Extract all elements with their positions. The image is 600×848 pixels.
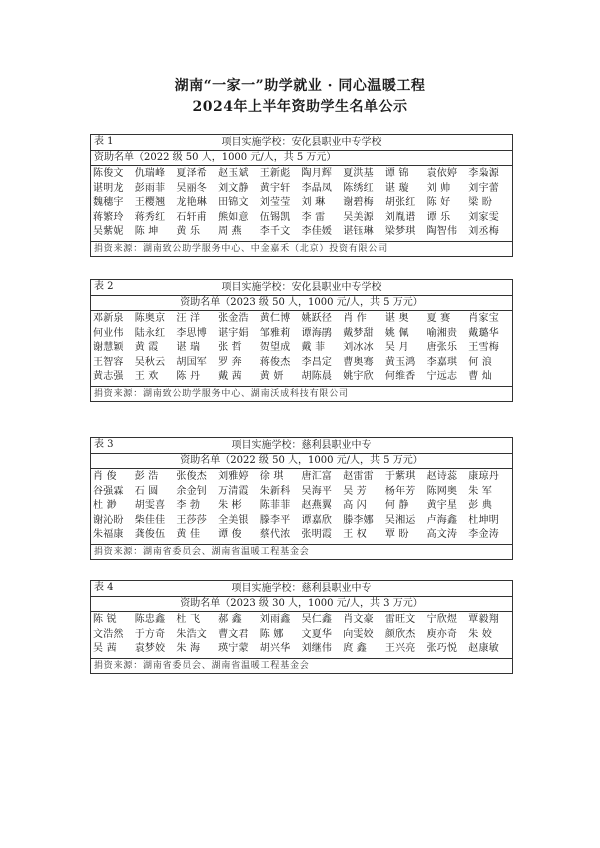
names-grid [93,312,510,385]
student-name: 谭 乐 [426,211,451,223]
student-name: 杜 渺 [93,500,117,512]
names-cell [91,469,513,545]
student-name: 吴秋云 [134,356,166,368]
student-name: 肖文豪 [343,614,374,625]
student-name: 陈 好 [426,197,451,209]
student-name: 夏 赛 [426,313,451,324]
student-name: 朱福康 [93,529,124,541]
student-name: 陈 丹 [176,371,201,383]
student-name: 赵康敏 [468,643,499,655]
student-name: 刘丞梅 [468,226,499,238]
student-name: 仇瑞峰 [134,168,166,179]
student-name: 何业伟 [93,327,124,339]
student-name: 吴紫妮 [93,226,124,238]
student-name: 罗 奔 [218,356,242,368]
student-name: 余金钊 [176,485,207,497]
funding-source: 捐资来源：湖南省委员会、湖南省温暖工程基金会 [91,658,513,673]
student-name: 朱 彬 [218,500,242,512]
table-label: 表 1 [94,136,114,147]
student-name: 黄宇轩 [259,182,291,194]
student-name: 夏泽希 [176,168,207,179]
student-name: 陶智伟 [426,226,458,238]
student-name: 赵燕翼 [301,500,333,512]
student-name: 李晶凤 [301,182,333,194]
funding-table-4 [90,580,513,674]
funding-summary: 资助名单（2023 级 30 人，1000 元/人，共 3 万元） [91,597,513,612]
student-name: 滕李平 [259,514,291,526]
student-name: 朱 军 [468,485,493,497]
student-name: 杜 飞 [176,614,201,625]
student-name: 李枭源 [468,168,499,179]
student-name: 李 勃 [176,500,201,512]
student-name: 庹 鑫 [343,643,367,655]
student-name: 李嘉琪 [426,356,458,368]
student-name: 陈俊文 [93,168,124,179]
student-name: 朱浩文 [176,628,207,640]
student-name: 于方奇 [134,628,166,640]
student-name: 杜坤明 [468,514,499,526]
student-name: 曹文君 [218,628,249,640]
student-name: 蒋繁玲 [93,211,124,223]
student-name: 田锦文 [218,197,249,209]
student-name: 谌钰琳 [343,226,374,238]
student-name: 朱 海 [176,643,201,655]
student-name: 刘继伟 [301,643,333,655]
student-name: 谢碧梅 [343,197,374,209]
student-name: 戴璐华 [468,327,499,339]
table-header [91,438,513,454]
student-name: 黄 霞 [134,342,159,354]
student-name: 石 圆 [134,485,159,497]
student-name: 向雯姣 [343,628,374,640]
student-name: 彭 浩 [134,471,159,482]
names-cell [91,166,513,242]
student-name: 谭 俊 [218,529,242,541]
student-name: 胡陈晨 [301,371,333,383]
student-name: 姚跃径 [301,313,333,324]
document-subtitle: 2024年上半年资助学生名单公示 [192,99,408,115]
student-name: 曹 灿 [468,371,493,383]
student-name: 袁依婷 [426,168,458,179]
student-name: 王雪梅 [468,342,499,354]
student-name: 雷旺文 [384,614,416,625]
student-name: 唐汇富 [301,471,333,482]
student-name: 王 欢 [134,371,159,383]
student-name: 瑛宁蒙 [218,643,249,655]
student-name: 邓新泉 [93,313,124,324]
student-name: 谌 奥 [384,313,409,324]
names-grid [93,167,510,240]
names-cell [91,311,513,387]
student-name: 蒋俊杰 [259,356,291,368]
student-name: 龙艳琳 [176,197,207,209]
student-name: 石轩甫 [176,211,207,223]
student-name: 贺望成 [259,342,291,354]
student-name: 王新彪 [259,168,291,179]
student-name: 谌明龙 [93,182,124,194]
student-name: 蔡代浓 [259,529,291,541]
student-name: 刘 帅 [426,182,451,194]
school-name: 项目实施学校：慈利县职业中专 [231,439,372,451]
student-name: 刘冰冰 [343,342,374,354]
table-header [91,581,513,597]
student-name: 覃 盼 [384,529,409,541]
student-name: 唐张乐 [426,342,458,354]
student-name: 王樱翘 [134,197,166,209]
student-name: 熊如意 [218,211,249,223]
student-name: 赵玉斌 [218,168,249,179]
funding-source: 捐资来源：湖南致公助学服务中心、中金嘉禾（北京）投资有限公司 [91,241,513,256]
student-name: 陈菲菲 [259,500,291,512]
student-name: 陈网奥 [426,485,458,497]
student-name: 肖家宝 [468,313,499,324]
student-name: 戴 茜 [218,371,242,383]
student-name: 杨年芳 [384,485,416,497]
student-name: 谢沁盼 [93,514,124,526]
student-name: 谭海鹃 [301,327,333,339]
student-name: 戴 菲 [301,342,326,354]
student-name: 袁梦姣 [134,643,166,655]
school-name: 项目实施学校：安化县职业中专学校 [221,281,382,293]
student-name: 陈忠鑫 [134,614,166,625]
student-name: 梁梦琪 [384,226,416,238]
student-name: 龚俊伍 [134,529,166,541]
student-name: 谷强霖 [93,485,124,497]
student-name: 陈 娜 [259,628,284,640]
student-name: 李 雷 [301,211,326,223]
student-name: 颜欣杰 [384,628,416,640]
student-name: 黄 乐 [176,226,201,238]
student-name: 汪 洋 [176,313,201,324]
student-name: 李昌定 [301,356,333,368]
table-label: 表 2 [94,281,114,292]
student-name: 陈 坤 [134,226,159,238]
student-name: 吴 茜 [93,643,117,655]
student-name: 赵雷雷 [343,471,374,482]
student-name: 李千文 [259,226,291,238]
student-name: 王 权 [343,529,367,541]
student-name: 李佳媛 [301,226,333,238]
student-name: 谢慧颖 [93,342,124,354]
student-name: 覃毅翔 [468,614,499,625]
student-name: 张金浩 [218,313,249,324]
student-name: 谭嘉欣 [301,514,333,526]
student-name: 伍锡凯 [259,211,291,223]
student-name: 黄志强 [93,371,124,383]
student-name: 肖 俊 [93,471,117,482]
student-name: 文浩然 [93,628,124,640]
funding-summary: 资助名单（2022 级 50 人，1000 元/人，共 5 万元） [91,454,513,469]
student-name: 梁 盼 [468,197,493,209]
funding-summary: 资助名单（2023 级 50 人，1000 元/人，共 5 万元） [91,296,513,311]
student-name: 周 燕 [218,226,242,238]
student-name: 柴佳佳 [134,514,166,526]
student-name: 王兴亮 [384,643,416,655]
student-name: 赵诗蕊 [426,471,458,482]
student-name: 张俊杰 [176,471,207,482]
student-name: 刘宇蕾 [468,182,499,194]
table-label: 表 3 [94,439,114,450]
student-name: 朱 姣 [468,628,493,640]
student-name: 胡雯喜 [134,500,166,512]
student-name: 张 哲 [218,342,242,354]
student-name: 刘 琳 [301,197,326,209]
table-header [91,280,513,296]
student-name: 吴仁鑫 [301,614,333,625]
student-name: 吴 月 [384,342,409,354]
student-name: 万清霞 [218,485,249,497]
student-name: 姚 佩 [384,327,409,339]
student-name: 文夏华 [301,628,333,640]
student-name: 刘家雯 [468,211,499,223]
student-name: 高文涛 [426,529,458,541]
student-name: 宁欣煜 [426,614,458,625]
student-name: 谌宇娟 [218,327,249,339]
student-name: 何维香 [384,371,416,383]
student-name: 彭 典 [468,500,493,512]
student-name: 康琼丹 [468,471,499,482]
student-name: 刘莹莹 [259,197,291,209]
names-grid [93,613,510,657]
funding-source: 捐资来源：湖南致公助学服务中心、湖南沃成科技有限公司 [91,386,513,401]
student-name: 陆永红 [134,327,166,339]
table-label: 表 4 [94,582,114,593]
student-name: 彭雨菲 [134,182,166,194]
student-name: 黄 佳 [176,529,201,541]
student-name: 王智容 [93,356,124,368]
student-name: 陈奥京 [134,313,166,324]
student-name: 陈 锐 [93,614,117,625]
funding-table-1 [90,134,513,257]
student-name: 庾亦奇 [426,628,458,640]
student-name: 郝 鑫 [218,614,242,625]
student-name: 李思博 [176,327,207,339]
student-name: 胡兴华 [259,643,291,655]
student-name: 吴丽冬 [176,182,207,194]
student-name: 喻湘贵 [426,327,458,339]
student-name: 胡张红 [384,197,416,209]
student-name: 吴美源 [343,211,374,223]
student-name: 邹雅莉 [259,327,291,339]
funding-table-2 [90,279,513,402]
student-name: 吴湘运 [384,514,416,526]
student-name: 张巧悦 [426,643,458,655]
student-name: 李金涛 [468,529,499,541]
student-name: 刘文静 [218,182,249,194]
student-name: 戴梦甜 [343,327,374,339]
student-name: 黄宇星 [426,500,458,512]
student-name: 刘雅婷 [218,471,249,482]
student-name: 谭 锦 [384,168,409,179]
student-name: 谌 瑞 [176,342,201,354]
document-title: 湖南“一家一”助学就业 · 同心温暖工程 [174,78,426,94]
student-name: 黄 妍 [259,371,284,383]
student-name: 张明霞 [301,529,333,541]
names-grid [93,470,510,543]
student-name: 于紫琪 [384,471,416,482]
student-name: 吴 芳 [343,485,367,497]
table-header [91,135,513,151]
school-name: 项目实施学校：慈利县职业中专 [231,582,372,594]
student-name: 陶月辉 [301,168,333,179]
student-name: 陈绣红 [343,182,374,194]
student-name: 魏穗宇 [93,197,124,209]
student-name: 刘胤谱 [384,211,416,223]
student-name: 高 闪 [343,500,367,512]
student-name: 夏洪基 [343,168,374,179]
student-name: 吴海平 [301,485,333,497]
student-name: 姚宇欣 [343,371,374,383]
funding-source: 捐资来源：湖南省委员会、湖南省温暖工程基金会 [91,544,513,559]
student-name: 何 静 [384,500,409,512]
student-name: 全美银 [218,514,249,526]
student-name: 黄玉鸿 [384,356,416,368]
school-name: 项目实施学校：安化县职业中专学校 [221,136,382,148]
student-name: 宁远志 [426,371,458,383]
student-name: 黄仁博 [259,313,291,324]
names-cell [91,612,513,659]
student-name: 王莎莎 [176,514,207,526]
student-name: 刘雨鑫 [259,614,291,625]
funding-summary: 资助名单（2022 级 50 人，1000 元/人，共 5 万元） [91,151,513,166]
student-name: 蒋秀红 [134,211,166,223]
funding-table-3 [90,437,513,560]
student-name: 肖 作 [343,313,367,324]
student-name: 何 浪 [468,356,493,368]
student-name: 谌 璇 [384,182,409,194]
student-name: 曹奥骞 [343,356,374,368]
student-name: 滕李娜 [343,514,374,526]
student-name: 徐 琪 [259,471,284,482]
student-name: 胡国军 [176,356,207,368]
student-name: 卢海鑫 [426,514,458,526]
student-name: 朱新科 [259,485,291,497]
